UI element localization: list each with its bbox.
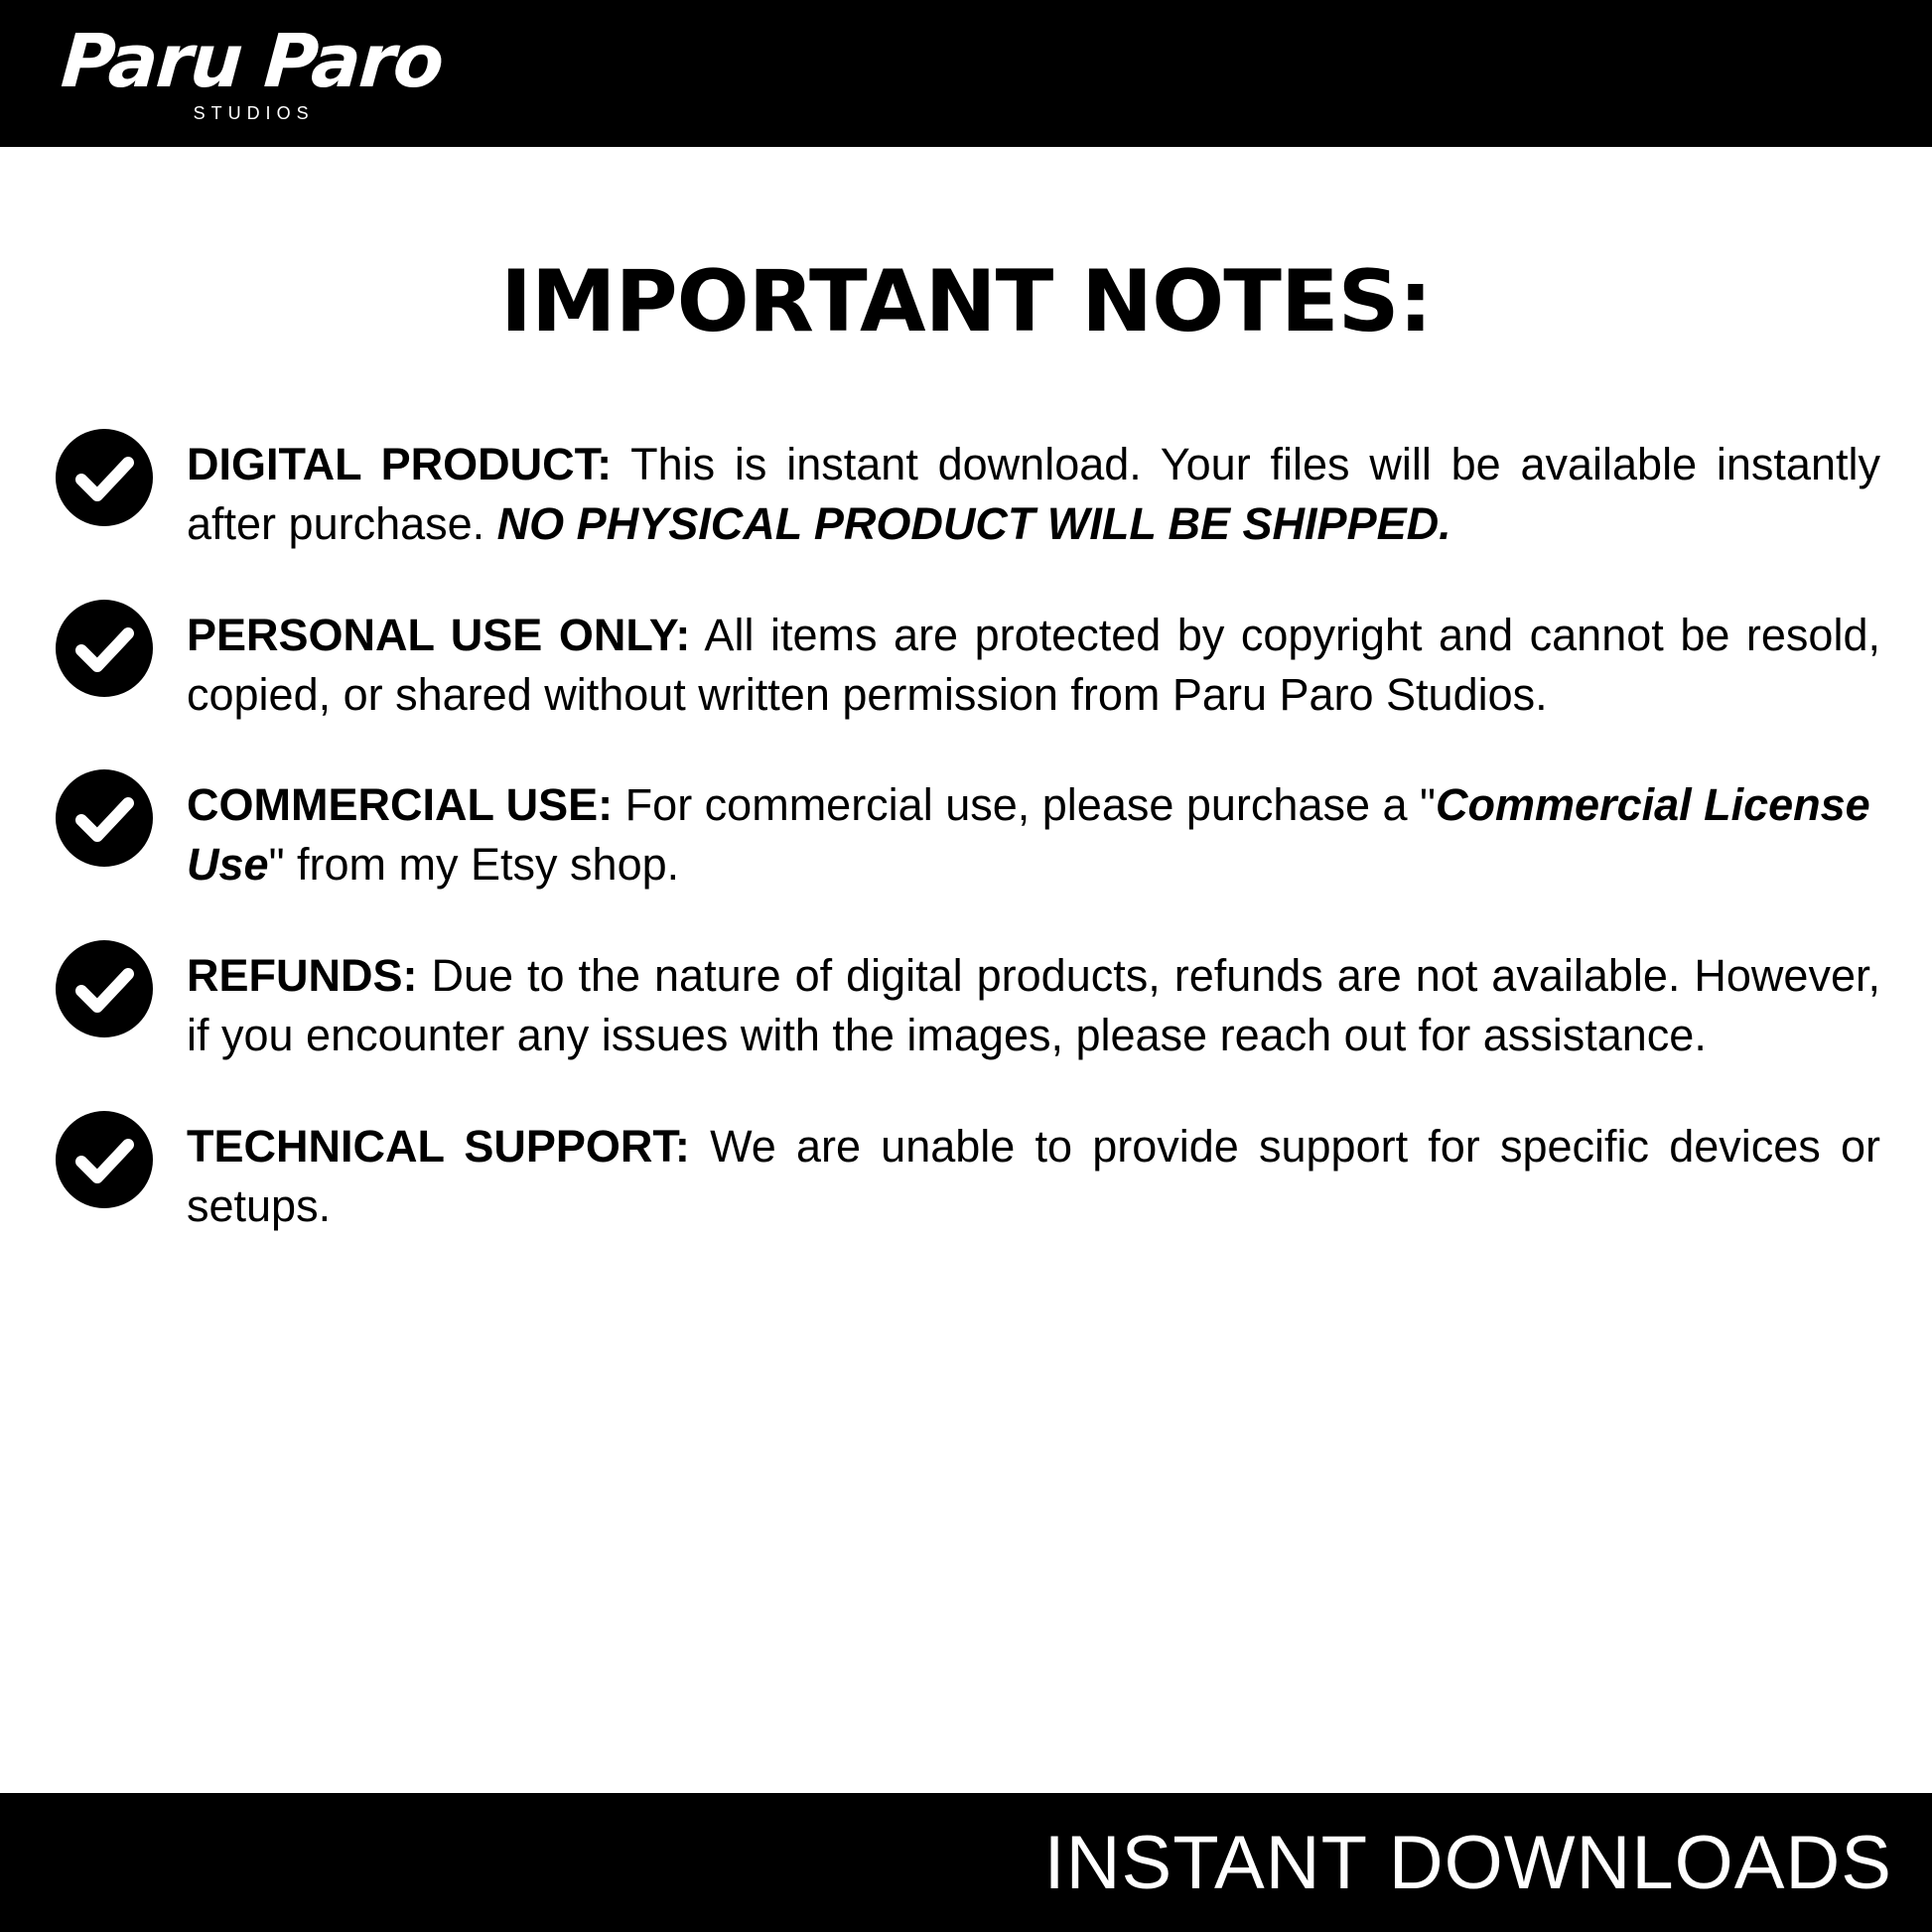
note-text	[187, 598, 1880, 725]
check-circle-icon	[56, 429, 153, 526]
note-label: PERSONAL USE ONLY:	[187, 609, 691, 660]
note-text	[187, 1109, 1880, 1236]
check-circle-icon	[56, 600, 153, 697]
brand-wordmark: Paru Paro	[58, 19, 446, 104]
note-label: COMMERCIAL USE:	[187, 779, 614, 831]
note-body: For commercial use, please purchase a "	[613, 779, 1437, 831]
note-emphasis: Commercial License Use	[187, 779, 1870, 891]
note-body: Due to the nature of digital products, refunds are not available. However, if you encounter any issues with the images, please reach out for assistance.	[187, 950, 1880, 1060]
note-label: REFUNDS:	[187, 950, 418, 1002]
main-content	[0, 147, 1932, 1793]
note-label: TECHNICAL SUPPORT:	[187, 1120, 690, 1172]
brand-subtitle: STUDIOS	[193, 103, 315, 123]
header-bar	[0, 0, 1932, 147]
note-body: We are unable to provide support for specific devices or setups.	[187, 1120, 1880, 1231]
check-circle-icon	[56, 940, 153, 1037]
note-text	[187, 767, 1880, 895]
list-item	[56, 767, 1880, 895]
list-item	[56, 1109, 1880, 1236]
list-item	[56, 598, 1880, 725]
list-item	[56, 427, 1880, 554]
brand-logo	[58, 19, 446, 123]
check-circle-icon	[56, 1111, 153, 1208]
note-body: All items are protected by copyright and cannot be resold, copied, or shared without written permission from Paru Paro Studios.	[187, 609, 1880, 720]
note-tail: " from my Etsy shop.	[268, 839, 680, 891]
notes-list	[52, 427, 1880, 1235]
check-circle-icon	[56, 769, 153, 867]
note-emphasis: NO PHYSICAL PRODUCT WILL BE SHIPPED.	[496, 497, 1451, 549]
note-text	[187, 938, 1880, 1065]
footer-text: INSTANT DOWNLOADS	[1043, 1820, 1892, 1905]
note-label: DIGITAL PRODUCT:	[187, 439, 613, 489]
note-body: This is instant download. Your files will be available instantly after purchase.	[187, 439, 1880, 549]
footer-bar	[0, 1793, 1932, 1932]
page-title: IMPORTANT NOTES:	[499, 252, 1433, 351]
list-item	[56, 938, 1880, 1065]
note-text	[187, 427, 1880, 554]
